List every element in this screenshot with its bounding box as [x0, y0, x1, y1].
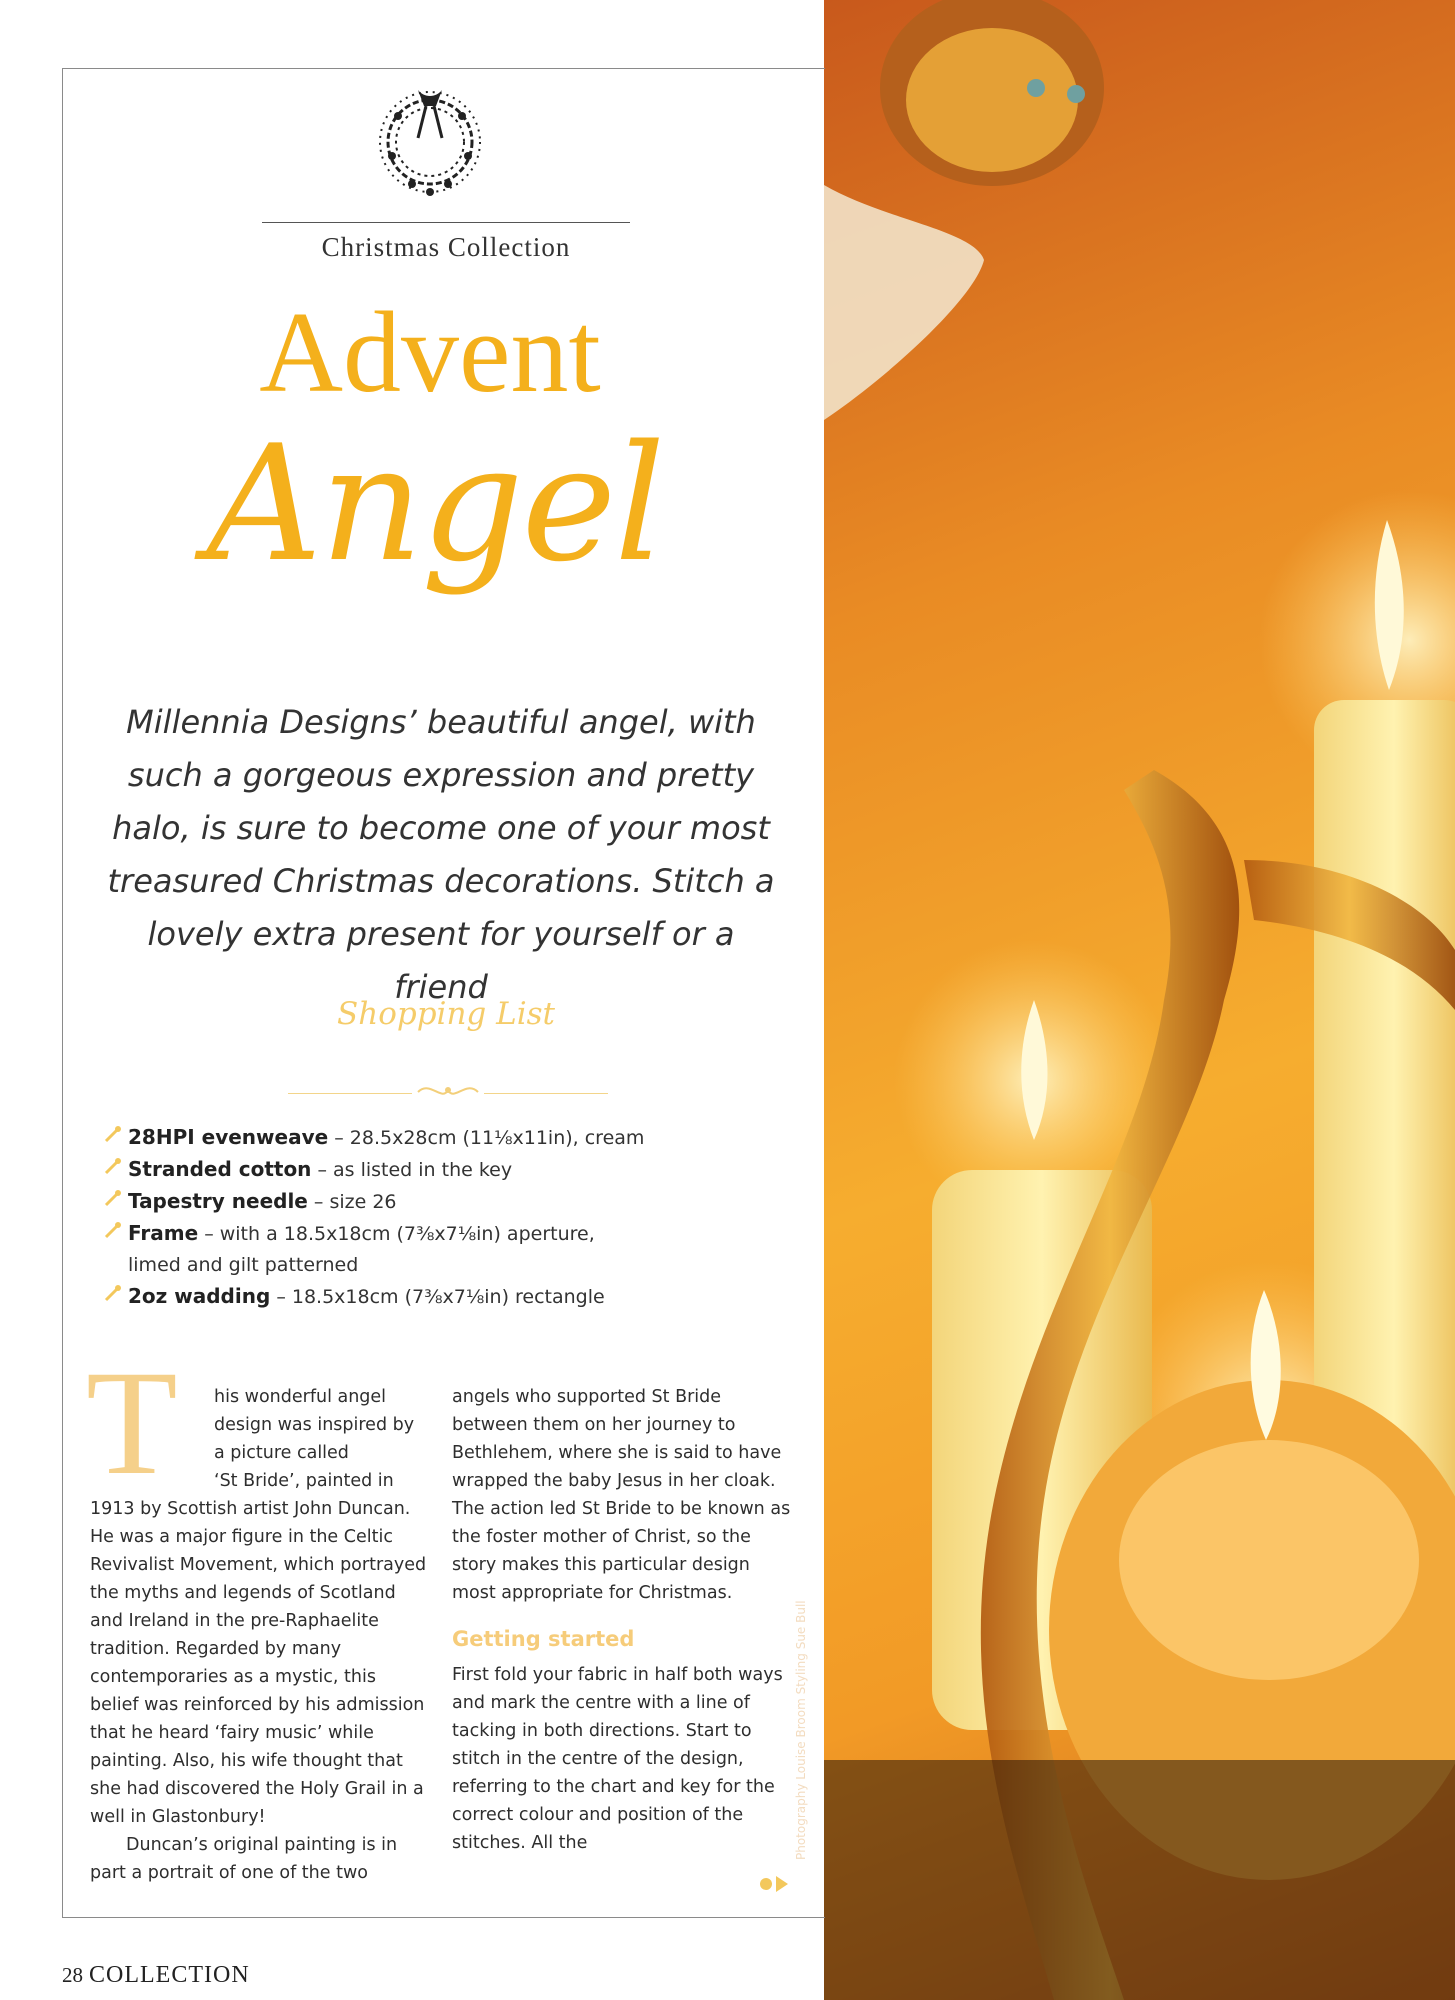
- body-paragraph: First fold your fabric in half both ways and mark the centre with a line of tacking in both directions. Start to stitch in the centre of the design, referring to the chart and key for the correct colour and position of the stitches. All the: [452, 1665, 783, 1853]
- candle-photo: [824, 0, 1455, 2000]
- page-number: 28: [62, 1963, 83, 1987]
- item-detail: – as listed in the key: [311, 1159, 513, 1181]
- needle-bullet-icon: [104, 1189, 122, 1207]
- needle-bullet-icon: [104, 1284, 122, 1302]
- drop-cap: T: [86, 1340, 178, 1506]
- needle-bullet-icon: [104, 1221, 122, 1239]
- body-paragraph: Duncan’s original painting is in part a portrait of one of the two: [90, 1835, 398, 1883]
- shopping-rule-right: [484, 1093, 608, 1094]
- body-paragraph: angels who supported St Bride between them on her journey to Bethlehem, where she is said to have wrapped the baby Jesus in her cloak. The action led St Bride to be known as the foster mother of Christ, so the story makes this particular design most appropriate for Christmas.: [452, 1387, 791, 1603]
- needle-bullet-icon: [104, 1157, 122, 1175]
- standfirst: Millennia Designs’ beautiful angel, with such a gorgeous expression and pretty halo, is sure to become one of your most treasured Christmas decorations. Stitch a lovely extra present for yourself or a friend: [107, 703, 775, 1006]
- section-kicker: Christmas Collection: [321, 232, 571, 262]
- list-item: [104, 1154, 804, 1186]
- item-detail: – size 26: [307, 1191, 397, 1213]
- list-item: [104, 1281, 804, 1313]
- photo-credit: Photography Louise Broom Styling Sue Bull: [794, 1600, 808, 1860]
- item-name: 2oz wadding: [128, 1284, 271, 1308]
- candle-photo-illustration: [824, 0, 1455, 2000]
- wreath-emblem: [372, 76, 488, 210]
- title-line-2: Angel: [206, 410, 664, 597]
- lead-line: ‘St Bride’, painted in: [214, 1471, 394, 1491]
- item-detail: – 18.5x18cm (7⅜x7⅛in) rectangle: [270, 1286, 605, 1308]
- kicker-rule: [262, 222, 630, 223]
- lead-line: design was inspired by: [214, 1415, 415, 1435]
- article-column-2: [452, 1383, 792, 1857]
- item-detail: – with a 18.5x18cm (7⅜x7⅛in) aperture, limed and gilt patterned: [128, 1223, 595, 1276]
- title-line-1: Advent: [259, 289, 601, 417]
- item-name: 28HPI evenweave: [128, 1125, 329, 1149]
- article-column-1: [90, 1383, 428, 1887]
- shopping-rule-left: [288, 1093, 412, 1094]
- shopping-list: [104, 1122, 804, 1313]
- publication-name: COLLECTION: [89, 1962, 250, 1988]
- lead-line: a picture called: [214, 1443, 349, 1463]
- section-subhead: Getting started: [452, 1627, 635, 1651]
- page-folio: [62, 1962, 250, 1989]
- needle-bullet-icon: [104, 1125, 122, 1143]
- shopping-list-title: Shopping List: [337, 996, 555, 1032]
- list-item: [104, 1186, 804, 1218]
- list-item: [104, 1218, 648, 1281]
- item-name: Stranded cotton: [128, 1157, 312, 1181]
- item-detail: – 28.5x28cm (11⅛x11in), cream: [328, 1127, 645, 1149]
- continue-arrow-icon: [758, 1873, 798, 1895]
- body-paragraph: 1913 by Scottish artist John Duncan. He was a major figure in the Celtic Revivalist Movement, which portrayed the myths and legends of Scotland and Ireland in the pre-Raphaelite tradition. Regarded by many contemporaries as a mystic, this belief was reinforced by his admission that he heard ‘fairy music’ while painting. Also, his wife thought that she had discovered the Holy Grail in a well in Glastonbury!: [90, 1499, 427, 1827]
- item-name: Frame: [128, 1221, 199, 1245]
- list-item: [104, 1122, 804, 1154]
- item-name: Tapestry needle: [128, 1189, 308, 1213]
- flourish-icon: [412, 1076, 484, 1106]
- lead-line: his wonderful angel: [214, 1387, 387, 1407]
